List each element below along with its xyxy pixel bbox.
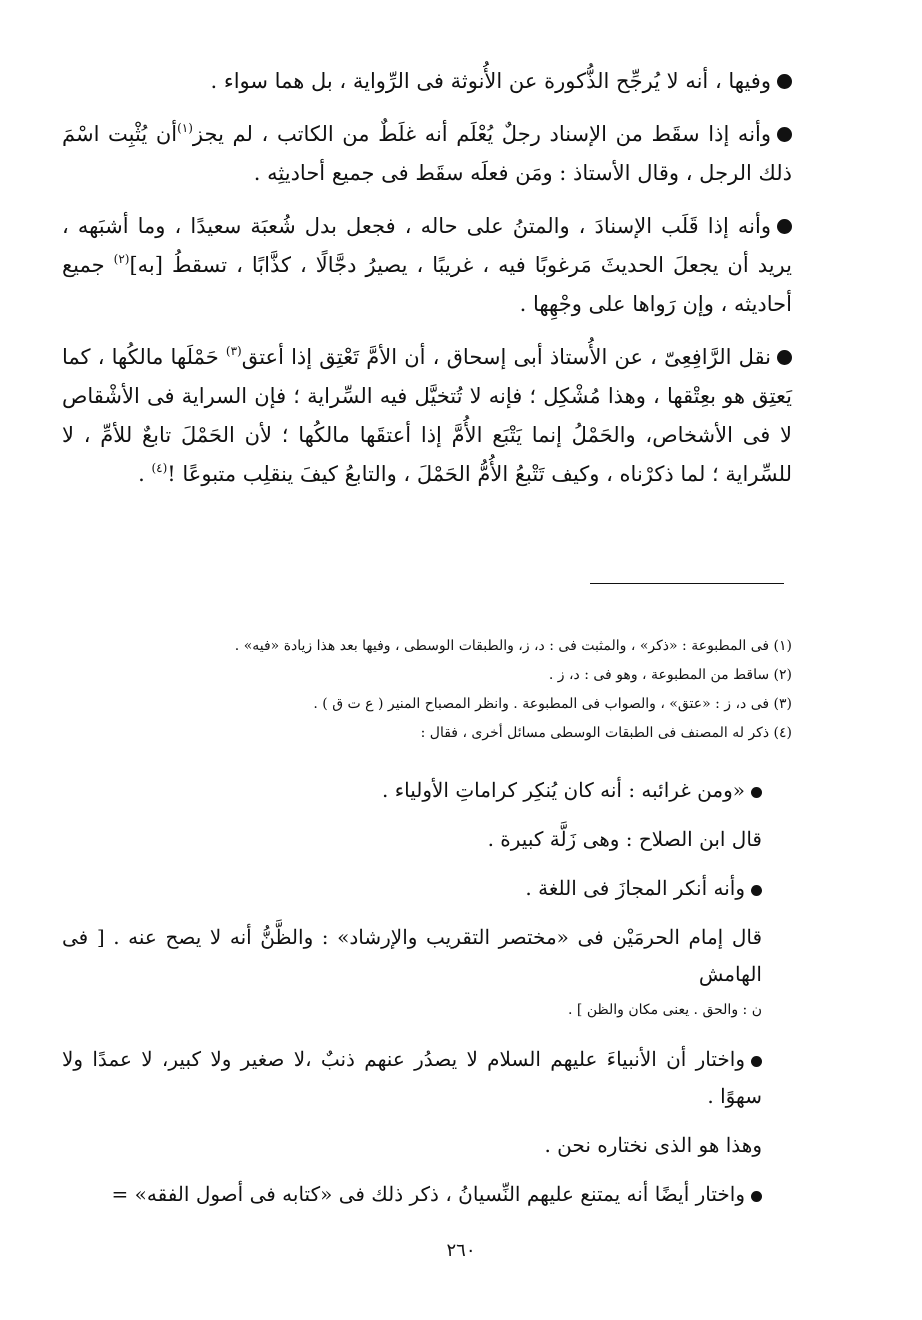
bullet-icon	[751, 1191, 762, 1202]
quote-line-7: وهذا هو الذى نختاره نحن .	[544, 1133, 762, 1157]
footnotes	[62, 632, 792, 748]
paragraph-4-text-b: حَمْلَها مالكُها ، كما يَعتِق هو بعِتْقها ، وهذا مُشْكِل ؛ فإنه لا تُتخيَّل فيه السِّراية ؛ فإن السراية فى الأشْقاص لا فى الأشخاص، والحَمْلُ إنما يَتْبَع الأُمَّ إذا أعتقَها مالكُها ؛ لأن الحَمْلَ تابعٌ للأمِّ ، لا للسِّراية ؛ لما ذكرْناه ، وكيف تَتْبعُ الأُمُّ الحَمْلَ ، والتابعُ كيفَ ينقلِب متبوعًا !	[62, 345, 792, 486]
paragraph-3	[62, 207, 792, 324]
quote-line-8	[62, 1176, 762, 1213]
paragraph-2-text-b: أن يُثْبِت اسْمَ ذلك الرجل ، وقال الأستاذ : ومَن فعلَه سقَط فى جميع أحاديثِه .	[62, 122, 792, 185]
paragraph-1-text: وفيها ، أنه لا يُرجِّح الذُّكورة عن الأُنوثة فى الرِّواية ، بل هما سواء .	[210, 69, 771, 93]
paragraph-4-end: .	[138, 462, 152, 486]
paragraph-2-text-a: وأنه إذا سقَط من الإسناد رجلٌ يُعْلَم أنه غلَطٌ من الكاتب ، لم يجز	[192, 122, 772, 146]
footnote-ref-1: (١)	[177, 121, 193, 135]
quote-line-2: قال ابن الصلاح : وهى زَلَّة كبيرة .	[487, 827, 762, 851]
bullet-icon	[751, 787, 762, 798]
bullet-icon	[777, 219, 792, 234]
footnote-1: (١) فى المطبوعة : «ذكر» ، والمثبت فى : د، ز، والطبقات الوسطى ، وفيها بعد هذا زيادة «فيه» .	[234, 638, 792, 654]
paragraph-2	[62, 115, 792, 193]
paragraph-4	[62, 338, 792, 494]
quote-line-1	[62, 772, 762, 809]
page-number: ٢٦٠	[446, 1240, 476, 1261]
footnote-ref-2: (٢)	[113, 252, 130, 266]
quote-line-6-text: واختار أن الأنبياءَ عليهم السلام لا يصدُر عنهم ذنبٌ ،لا صغير ولا كبير، لا عمدًا ولا سهوًا .	[62, 1047, 762, 1108]
footnote-separator	[590, 583, 784, 584]
paragraph-3-text-a: وأنه إذا قَلَب الإسنادَ ، والمتنُ على حاله ، فجعل بدل شُعبَة سعيدًا ، وما أشبَهه ، يريد أن يجعلَ الحديثَ مَرغوبًا فيه ، غريبًا ، يصيرُ دجَّالًا ، كذَّابًا ، تسقطُ [به]	[62, 214, 792, 277]
quote-line-8-text: واختار أيضًا أنه يمتنع عليهم النِّسيانُ ، ذكر ذلك فى «كتابه فى أصول الفقه» =	[111, 1182, 745, 1206]
bullet-icon	[777, 74, 792, 89]
footnote-3: (٣) فى د، ز : «عتق» ، والصواب فى المطبوعة . وانظر المصباح المنير ( ع ت ق ) .	[313, 696, 792, 712]
quote-line-1-text: «ومن غرائبه : أنه كان يُنكِر كراماتِ الأولياء .	[382, 778, 745, 802]
footnote-ref-4: (٤)	[151, 461, 168, 475]
quote-line-5: ن : والحق . يعنى مكان والظن ] .	[568, 1002, 762, 1018]
bullet-icon	[751, 1056, 762, 1067]
bullet-icon	[751, 885, 762, 896]
paragraph-4-text-a: نقل الرَّافِعِىّ ، عن الأُستاذ أبى إسحاق ، أن الأمَّ تَعْتِق إذا أعتق	[241, 345, 771, 369]
footnote-2: (٢) ساقط من المطبوعة ، وهو فى : د، ز .	[548, 667, 792, 683]
paragraph-1	[62, 62, 792, 101]
quote-line-3	[62, 870, 762, 907]
main-text	[62, 62, 792, 508]
quote-line-3-text: وأنه أنكر المجازَ فى اللغة .	[525, 876, 745, 900]
bullet-icon	[777, 350, 792, 365]
footnote-4: (٤) ذكر له المصنف فى الطبقات الوسطى مسائل أخرى ، فقال :	[420, 725, 792, 741]
footnote-ref-3: (٣)	[225, 344, 242, 358]
quote-line-6	[62, 1041, 762, 1115]
footnote-4-quote	[62, 772, 762, 1225]
quote-line-4: قال إمام الحرمَيْن فى «مختصر التقريب والإرشاد» : والظَّنُّ أنه لا يصح عنه . [ فى الهامش	[62, 925, 762, 986]
paragraph-3-text-b: جميع أحاديثه ، وإن رَواها على وجْهِها .	[62, 253, 792, 316]
bullet-icon	[777, 127, 792, 142]
